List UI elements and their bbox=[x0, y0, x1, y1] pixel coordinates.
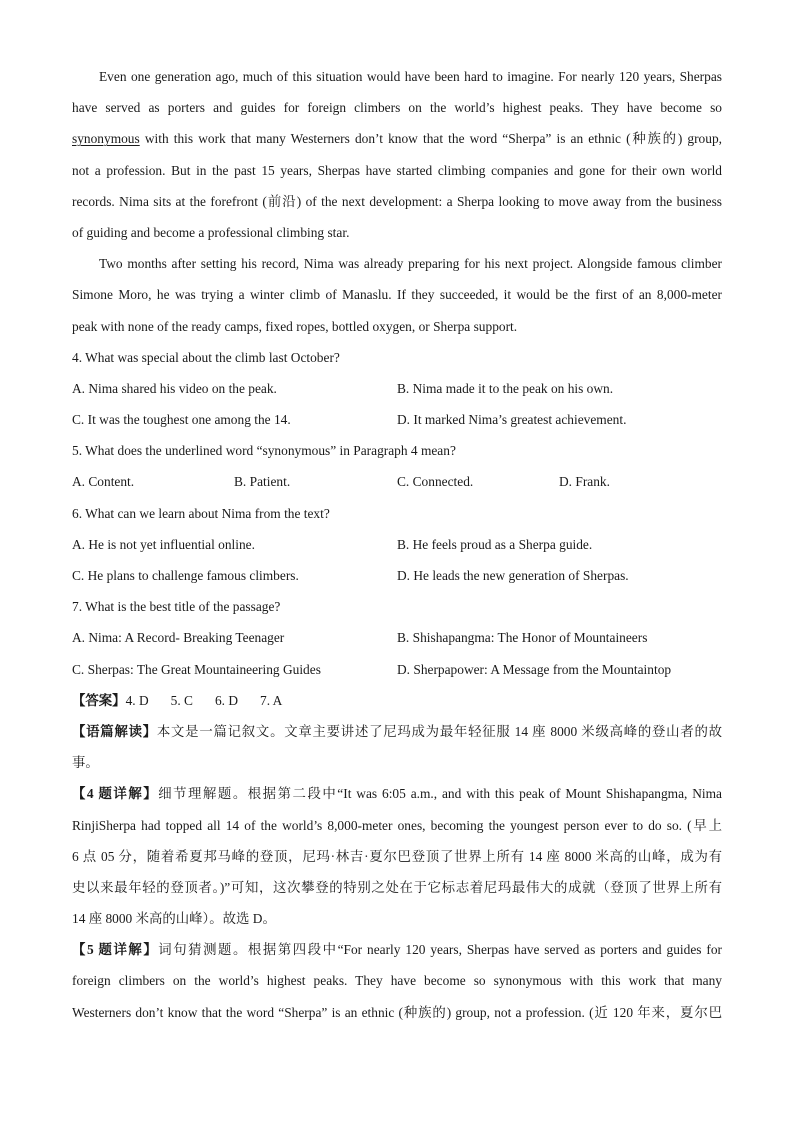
option-c: C. He plans to challenge famous climbers. bbox=[72, 568, 299, 583]
paragraph-line: synonymous with this work that many Westerners don’t know that the word “Sherpa” is an ethnic (种族的) group, bbox=[72, 131, 722, 147]
option-b: B. He feels proud as a Sherpa guide. bbox=[397, 536, 593, 552]
option-d: D. Sherpapower: A Message from the Mountaintop bbox=[397, 661, 672, 677]
detail-line: Westerners don’t know that the word “Sherpa” is an ethnic (种族的) group, not a profession. (近 120 年来，夏尔巴 bbox=[72, 1004, 722, 1020]
option-row bbox=[72, 560, 722, 591]
detail-line: RinjiSherpa had topped all 14 of the world’s 8,000-meter ones, becoming the youngest person ever to do so. (早上 bbox=[72, 817, 722, 833]
document-page bbox=[72, 61, 722, 1028]
option-d: D. It marked Nima’s greatest achievement. bbox=[397, 412, 627, 428]
question-stem: 7. What is the best title of the passage? bbox=[72, 599, 281, 615]
option-row bbox=[72, 373, 722, 404]
answer-item: 4. D bbox=[125, 692, 149, 708]
question-stem: 6. What can we learn about Nima from the text? bbox=[72, 505, 330, 521]
option-a: A. He is not yet influential online. bbox=[72, 536, 255, 552]
answer-item: 7. A bbox=[260, 692, 283, 708]
option-row bbox=[72, 466, 722, 497]
option-a: A. Nima shared his video on the peak. bbox=[72, 380, 277, 396]
paragraph-line: records. Nima sits at the forefront (前沿) of the next development: a Sherpa looking to move away from the business bbox=[72, 193, 722, 209]
detail-label: 【5 题详解】 bbox=[72, 942, 159, 958]
answer-item: 5. C bbox=[170, 692, 193, 708]
option-b: B. Shishapangma: The Honor of Mountaineers bbox=[397, 630, 648, 646]
paragraph-line: Even one generation ago, much of this situation would have been hard to imagine. For nearly 120 years, Sherpas bbox=[99, 69, 722, 84]
reading-analysis-line: 事。 bbox=[72, 755, 99, 771]
detail-line: 6 点 05 分，随着希夏邦马峰的登顶，尼玛·林吉·夏尔巴登顶了世界上所有 14 座 8000 米高的山峰，成为有 bbox=[72, 848, 722, 864]
answer-item: 6. D bbox=[214, 692, 239, 708]
option-a: A. Nima: A Record- Breaking Teenager bbox=[72, 630, 285, 646]
paragraph-line: not a profession. But in the past 15 years, Sherpas have started climbing companies and gone for their own world bbox=[72, 162, 722, 178]
option-d: D. Frank. bbox=[559, 474, 610, 490]
option-row bbox=[72, 529, 722, 560]
option-c: C. Connected. bbox=[397, 474, 474, 490]
detail-line: 【5 题详解】词句猜测题。根据第四段中“For nearly 120 years, Sherpas have served as porters and guides for bbox=[72, 942, 722, 958]
reading-analysis-line: 【语篇解读】本文是一篇记叙文。文章主要讲述了尼玛成为最年轻征服 14 座 8000 米级高峰的登山者的故 bbox=[72, 723, 722, 739]
reading-label: 【语篇解读】 bbox=[72, 723, 157, 739]
answer-line bbox=[72, 685, 722, 716]
option-c: C. Sherpas: The Great Mountaineering Guides bbox=[72, 661, 321, 677]
detail-line: foreign climbers on the world’s highest peaks. They have become so synonymous with this work that many bbox=[72, 973, 722, 989]
option-b: B. Patient. bbox=[234, 474, 291, 490]
paragraph-line: Two months after setting his record, Nima was already preparing for his next project. Alongside famous climber bbox=[99, 256, 722, 272]
paragraph-line: have served as porters and guides for foreign climbers on the world’s highest peaks. They have become so bbox=[72, 100, 722, 116]
paragraph-line: Simone Moro, he was trying a winter climb of Manaslu. If they succeeded, it would be the first of an 8,000-meter bbox=[72, 287, 722, 303]
option-d: D. He leads the new generation of Sherpas. bbox=[397, 568, 629, 583]
option-row bbox=[72, 654, 722, 685]
question-stem: 5. What does the underlined word “synonymous” in Paragraph 4 mean? bbox=[72, 443, 456, 459]
detail-label: 【4 题详解】 bbox=[72, 786, 159, 802]
option-b: B. Nima made it to the peak on his own. bbox=[397, 380, 614, 396]
option-c: C. It was the toughest one among the 14. bbox=[72, 412, 291, 428]
underlined-word: synonymous bbox=[72, 131, 140, 147]
paragraph-line: of guiding and become a professional climbing star. bbox=[72, 224, 350, 240]
option-row bbox=[72, 622, 722, 653]
answer-label: 【答案】 bbox=[72, 692, 126, 708]
detail-line: 【4 题详解】细节理解题。根据第二段中“It was 6:05 a.m., and with this peak of Mount Shishapangma, Nima bbox=[72, 786, 722, 802]
paragraph-line: peak with none of the ready camps, fixed ropes, bottled oxygen, or Sherpa support. bbox=[72, 318, 518, 334]
detail-line: 史以来最年轻的登顶者。)”可知，这次攀登的特别之处在于它标志着尼玛最伟大的成就（登顶了世界上所有 bbox=[72, 879, 722, 895]
question-stem: 4. What was special about the climb last October? bbox=[72, 349, 340, 365]
option-a: A. Content. bbox=[72, 474, 135, 490]
detail-line: 14 座 8000 米高的山峰）。故选 D。 bbox=[72, 911, 276, 927]
option-row bbox=[72, 404, 722, 435]
